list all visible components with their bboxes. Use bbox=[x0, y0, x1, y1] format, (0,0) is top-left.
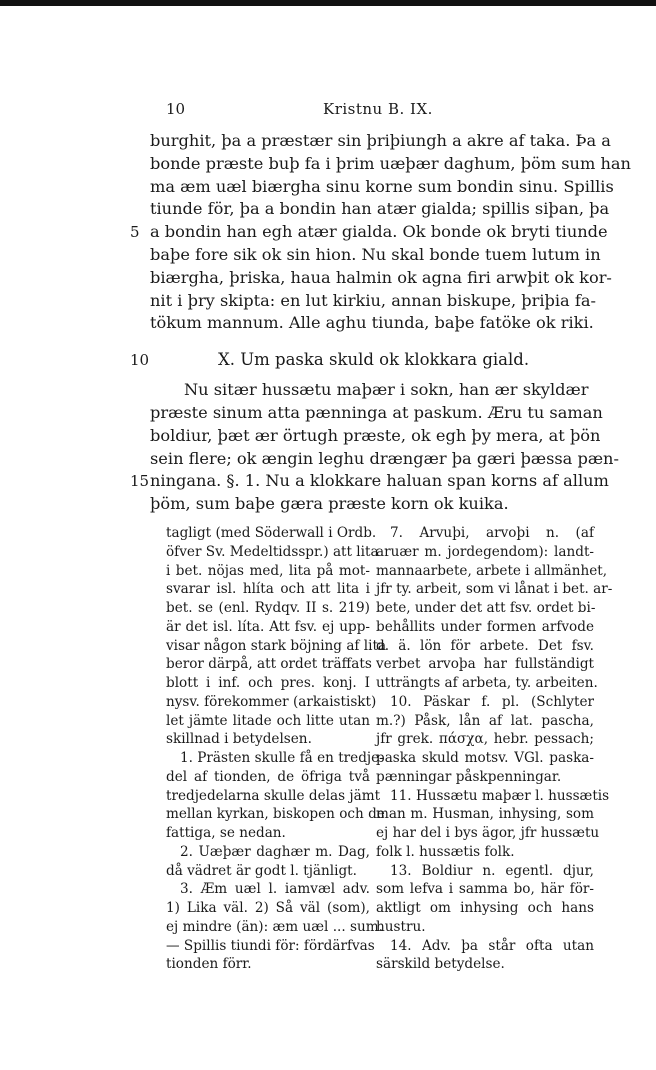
line-text: tiunde för, þa a bondin han atær gialda; spillis siþan, þa bbox=[150, 199, 610, 219]
footnotes-right-column bbox=[376, 524, 613, 974]
text-line bbox=[130, 244, 601, 267]
note-line: — Spillis tiundi för: fördärfvas bbox=[166, 937, 375, 954]
note-line: jfr grek. πάσχα, hebr. pessach; bbox=[376, 731, 594, 748]
note-line: mannaarbete, arbete i allmänhet, bbox=[376, 562, 608, 579]
note-line: 13. Boldiur n. egentl. djur, bbox=[390, 862, 594, 879]
note-line: 3. Æm uæl l. iamvæl adv. bbox=[180, 881, 370, 898]
note-line: 14. Adv. þa står ofta utan bbox=[390, 937, 594, 954]
line-text: nit i þry skipta: en lut kirkiu, annan biskupe, þriþia fa- bbox=[150, 290, 596, 310]
line-text: sein flere; ok ængin leghu drængær þa gæri þæssa pæn- bbox=[150, 448, 619, 468]
note-line: d. ä. lön för arbete. Det fsv. bbox=[376, 637, 594, 654]
main-text bbox=[130, 130, 631, 516]
note-line: tredjedelarna skulle delas jämt bbox=[166, 787, 381, 804]
note-line: m.?) Påsk, lån af lat. pascha, bbox=[376, 712, 594, 729]
note-line: blott i inf. och pres. konj. I bbox=[166, 675, 370, 691]
note-line: 10. Päskar f. pl. (Schlyter bbox=[390, 693, 594, 710]
note-line: mellan kyrkan, biskopen och de bbox=[166, 806, 385, 823]
line-text: præste sinum atta pænninga at paskum. Æru tu saman bbox=[150, 402, 603, 422]
line-text: bonde præste buþ fa i þrim uæþær daghum, þöm sum han bbox=[150, 153, 631, 173]
main-paragraph bbox=[130, 130, 631, 335]
note-line: hustru. bbox=[376, 918, 426, 935]
section-title: X. Um paska skuld ok klokkara giald. bbox=[218, 350, 530, 370]
note-line: beror därpå, att ordet träffats bbox=[166, 656, 372, 673]
note-line: bet. se (enl. Rydqv. II s. 219) bbox=[166, 600, 370, 616]
text-line bbox=[130, 448, 619, 471]
note-line: visar någon stark böjning af lita bbox=[166, 637, 387, 654]
section-heading bbox=[130, 341, 580, 379]
note-line: är det isl. líta. Att fsv. ej upp- bbox=[166, 618, 370, 635]
note-line: i bet. nöjas med, lita på mot- bbox=[166, 562, 370, 579]
line-text: biærgha, þriska, haua halmin ok agna firi arwþit ok kor- bbox=[150, 267, 612, 287]
note-line: del af tionden, de öfriga två bbox=[166, 768, 370, 785]
note-line: som lefva i samma bo, här för- bbox=[376, 881, 594, 898]
note-line: folk l. hussætis folk. bbox=[376, 843, 515, 860]
page-number: 10 bbox=[166, 100, 186, 118]
line-text: þöm, sum baþe gæra præste korn ok kuika. bbox=[150, 494, 509, 514]
note-line: ej mindre (än): æm uæl ... sum. bbox=[166, 918, 383, 935]
text-line bbox=[130, 470, 609, 493]
text-line bbox=[130, 379, 589, 402]
note-line: fattiga, se nedan. bbox=[166, 825, 286, 841]
note-line: pænningar påskpenningar. bbox=[376, 768, 562, 785]
note-line: behållits under formen arfvode bbox=[376, 618, 594, 635]
line-number: 5 bbox=[130, 223, 140, 242]
note-line: utträngts af arbeta, ty. arbeiten. bbox=[376, 675, 598, 691]
note-line: jfr ty. arbeit, som vi lånat i bet. ar- bbox=[376, 581, 613, 598]
note-line: paska skuld motsv. VGl. paska- bbox=[376, 750, 594, 766]
note-line: let jämte litade och litte utan bbox=[166, 712, 370, 729]
line-text: Nu sitær hussætu maþær i sokn, han ær skyldær bbox=[184, 380, 589, 400]
note-line: 2. Uæþær daghær m. Dag, bbox=[180, 843, 370, 860]
section-paragraph bbox=[130, 379, 619, 516]
line-text: ma æm uæl biærgha sinu korne sum bondin sinu. Spillis bbox=[150, 176, 614, 196]
text-line bbox=[130, 130, 611, 153]
note-line: aktligt om inhysing och hans bbox=[376, 900, 594, 916]
note-line: svarar isl. hlíta och att lita i bbox=[166, 581, 370, 598]
text-line bbox=[130, 176, 614, 199]
text-line bbox=[130, 290, 596, 313]
text-line bbox=[130, 425, 601, 448]
note-line: öfver Sv. Medeltidsspr.) att lita bbox=[166, 543, 379, 560]
line-text: ningana. §. 1. Nu a klokkare haluan span korns af allum bbox=[150, 471, 609, 491]
footnotes-left-column bbox=[166, 524, 387, 974]
note-line: skillnad i betydelsen. bbox=[166, 731, 312, 748]
line-number: 10 bbox=[130, 351, 150, 370]
note-line: då vädret är godt l. tjänligt. bbox=[166, 862, 357, 879]
running-title: Kristnu B. IX. bbox=[323, 100, 433, 118]
text-line bbox=[130, 221, 608, 244]
scan-edge bbox=[0, 0, 656, 6]
line-number: 15 bbox=[130, 472, 150, 491]
note-line: nysv. förekommer (arkaistiskt) bbox=[166, 693, 377, 710]
text-line bbox=[130, 267, 612, 290]
note-line: aruær m. jordegendom): landt- bbox=[376, 543, 594, 560]
note-line: 1) Lika väl. 2) Så väl (som), bbox=[166, 900, 370, 916]
line-text: a bondin han egh atær gialda. Ok bonde ok bryti tiunde bbox=[150, 222, 608, 242]
note-line: ej har del i bys ägor, jfr hussætu bbox=[376, 825, 600, 841]
text-line bbox=[130, 153, 631, 176]
note-line: 1. Prästen skulle få en tredje- bbox=[180, 750, 384, 766]
line-text: boldiur, þæt ær örtugh præste, ok egh þy mera, at þön bbox=[150, 425, 601, 445]
line-text: tökum mannum. Alle aghu tiunda, baþe fatöke ok riki. bbox=[150, 313, 594, 333]
text-line bbox=[130, 402, 603, 425]
text-line bbox=[130, 312, 594, 335]
note-line: 7. Arvuþi, arvoþi n. (af bbox=[390, 525, 594, 541]
line-text: burghit, þa a præstær sin þriþiungh a akre af taka. Þa a bbox=[150, 131, 611, 150]
page-header bbox=[0, 100, 656, 124]
note-line: man m. Husman, inhysing, som bbox=[376, 806, 594, 823]
note-line: bete, under det att fsv. ordet bi- bbox=[376, 600, 596, 616]
note-line: verbet arvoþa har fullständigt bbox=[376, 656, 594, 673]
text-line bbox=[130, 493, 580, 516]
note-line: tagligt (med Söderwall i Ordb. bbox=[166, 525, 377, 541]
line-text: baþe fore sik ok sin hion. Nu skal bonde tuem lutum in bbox=[150, 244, 601, 264]
note-line: tionden förr. bbox=[166, 956, 252, 973]
note-line: 11. Hussætu maþær l. hussætis bbox=[390, 787, 610, 804]
note-line: särskild betydelse. bbox=[376, 956, 505, 973]
text-line bbox=[130, 198, 610, 221]
